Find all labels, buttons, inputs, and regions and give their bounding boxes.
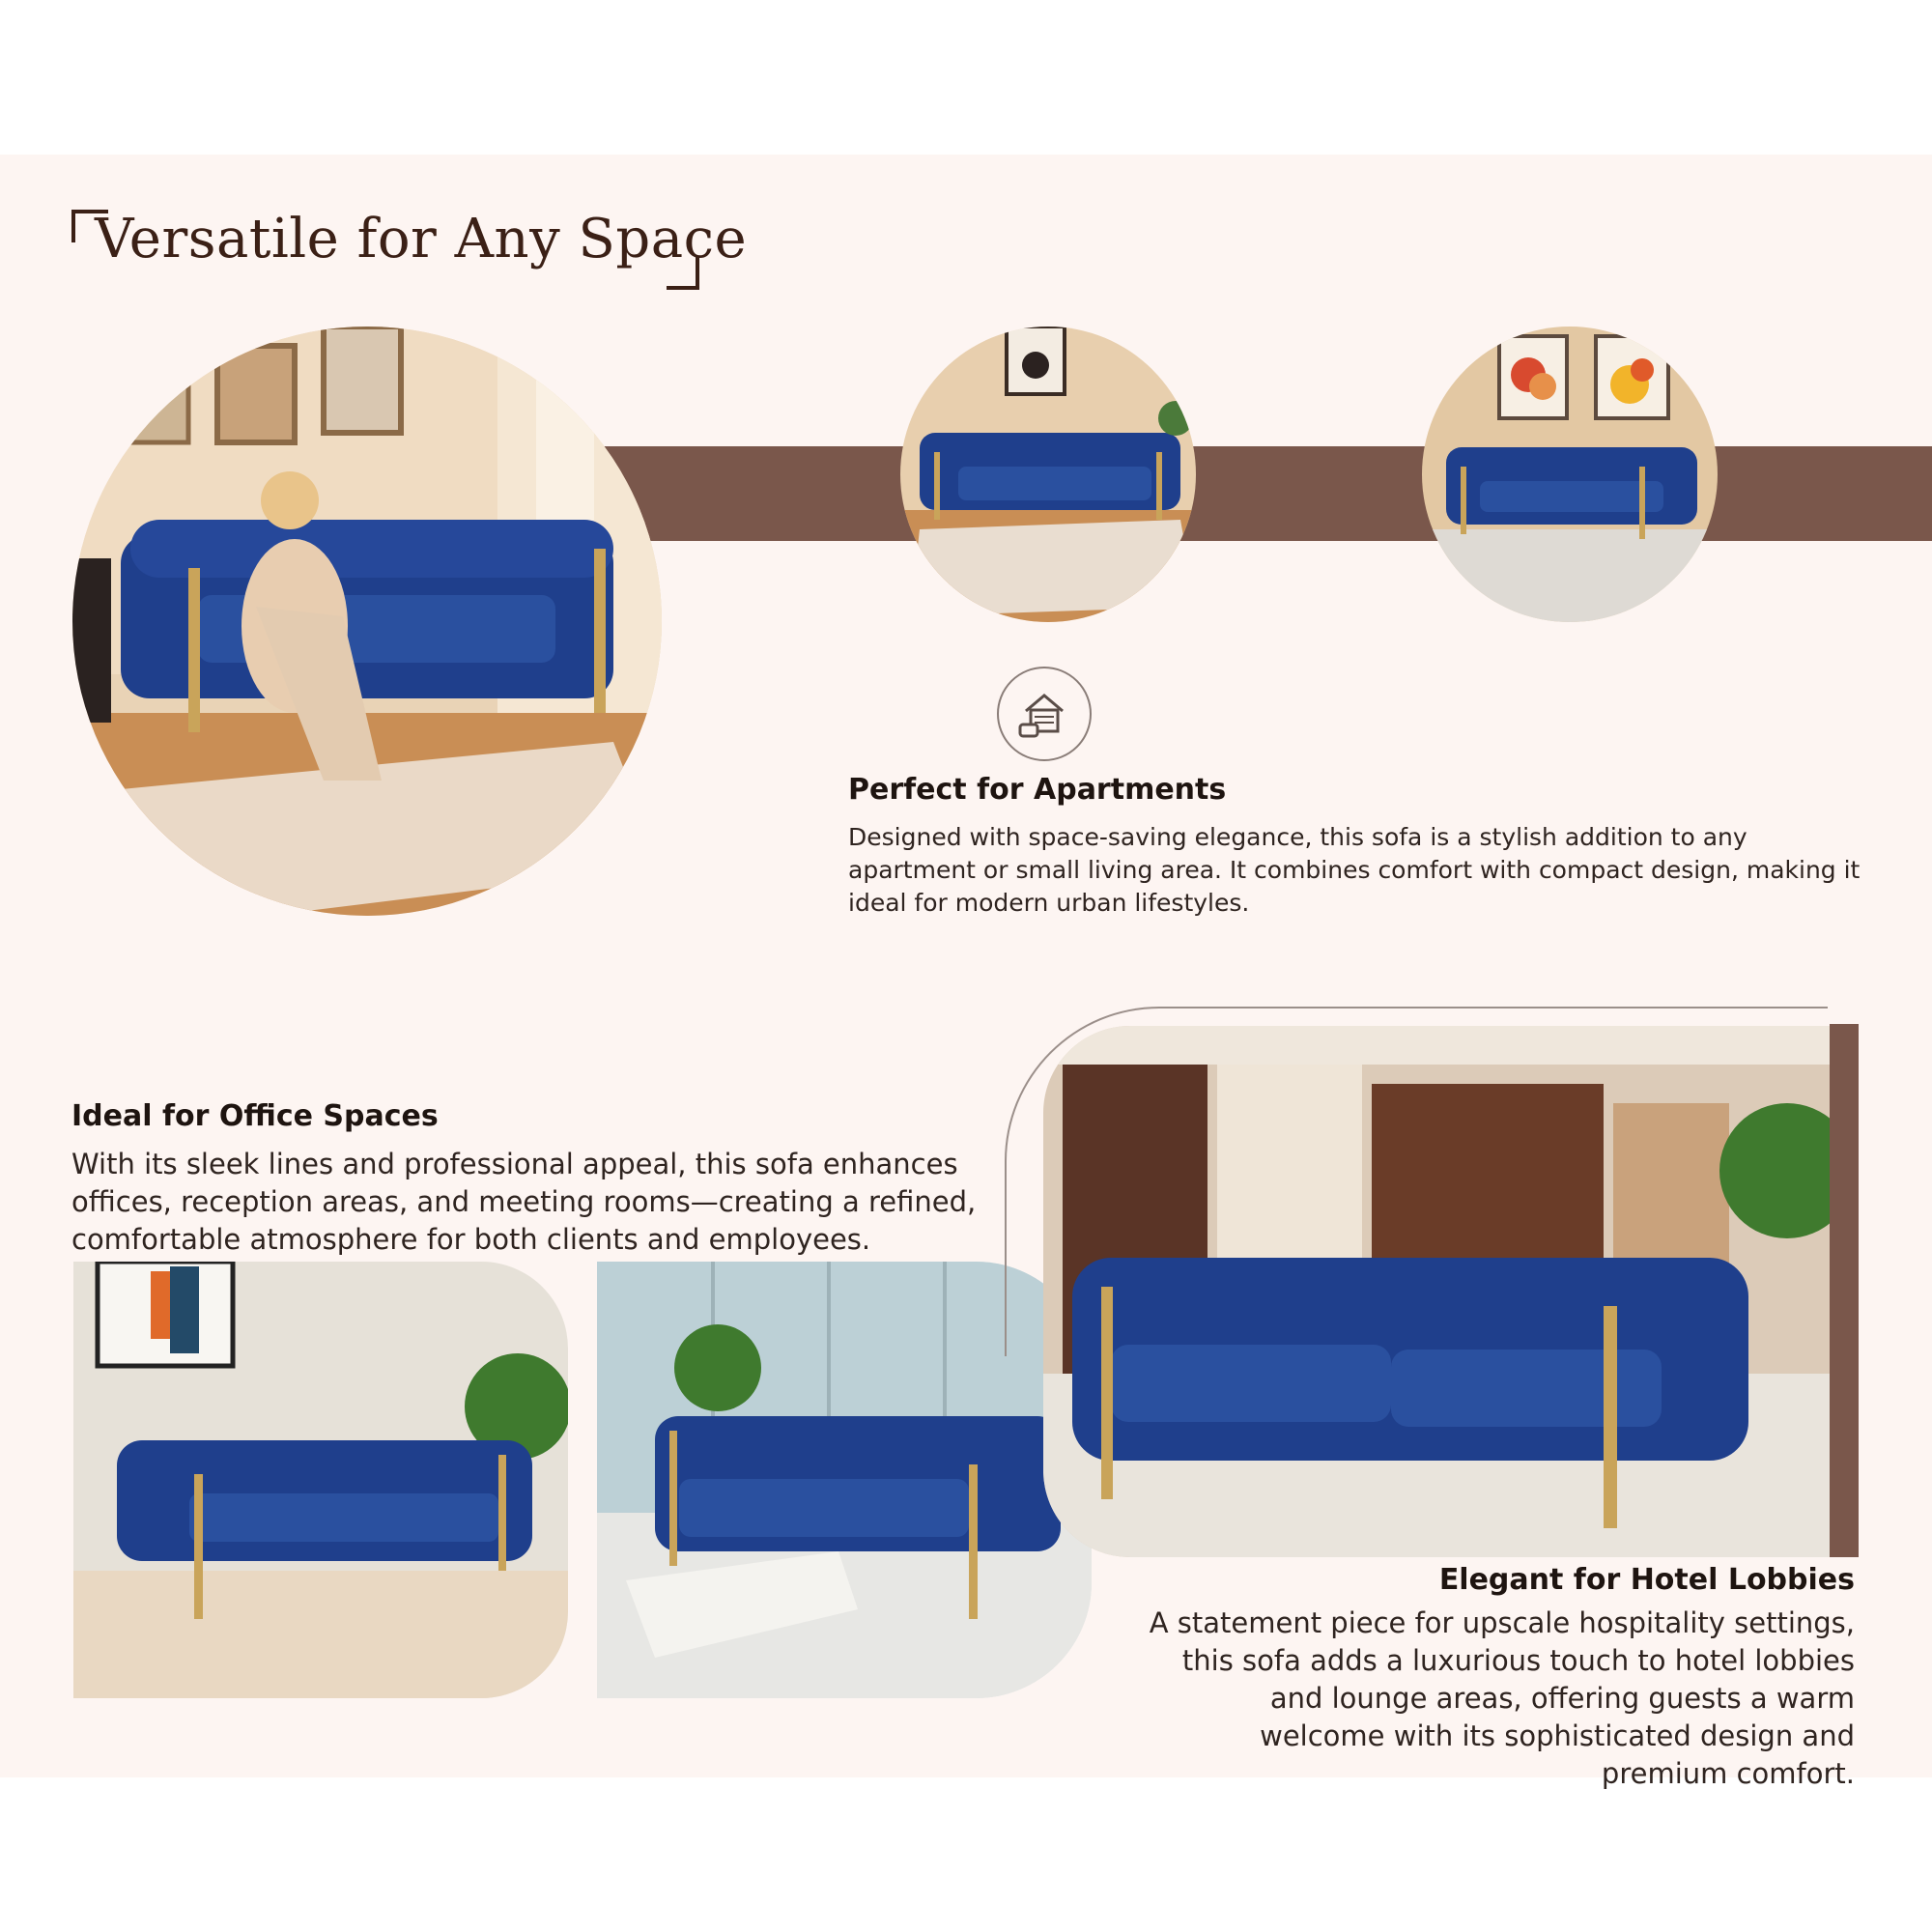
apartments-text: Designed with space-saving elegance, this sofa is a stylish addition to any apartment or small living area. It combines comfort with compact design, making it ideal for modern urban lifestyles. [848, 823, 1861, 917]
living-room-photo [72, 327, 662, 916]
office-title: Ideal for Office Spaces [71, 1099, 439, 1133]
hotel-lobby-photo [1043, 1026, 1830, 1557]
hotel-text: A statement piece for upscale hospitality settings, this sofa adds a luxurious touch to hotel lobbies and lounge areas, offering guests a warm welcome with its sophisticated design and premium comfort. [1149, 1606, 1855, 1790]
apartment-photo-1 [900, 327, 1196, 622]
accent-side-bar [1830, 1024, 1859, 1557]
office-photo-1 [73, 1262, 568, 1698]
house-garage-icon [997, 667, 1092, 761]
apartment-photo-2 [1422, 327, 1718, 622]
accent-band [599, 446, 1932, 541]
page-title: Versatile for Any Space [95, 208, 748, 270]
apartments-title: Perfect for Apartments [848, 773, 1227, 807]
hotel-title: Elegant for Hotel Lobbies [1438, 1563, 1855, 1597]
title-bracket-bottom-right [667, 257, 699, 290]
office-text: With its sleek lines and professional appeal, this sofa enhances offices, reception areas, and meeting rooms—creating a refined, comfortable atmosphere for both clients and employees. [71, 1148, 977, 1256]
